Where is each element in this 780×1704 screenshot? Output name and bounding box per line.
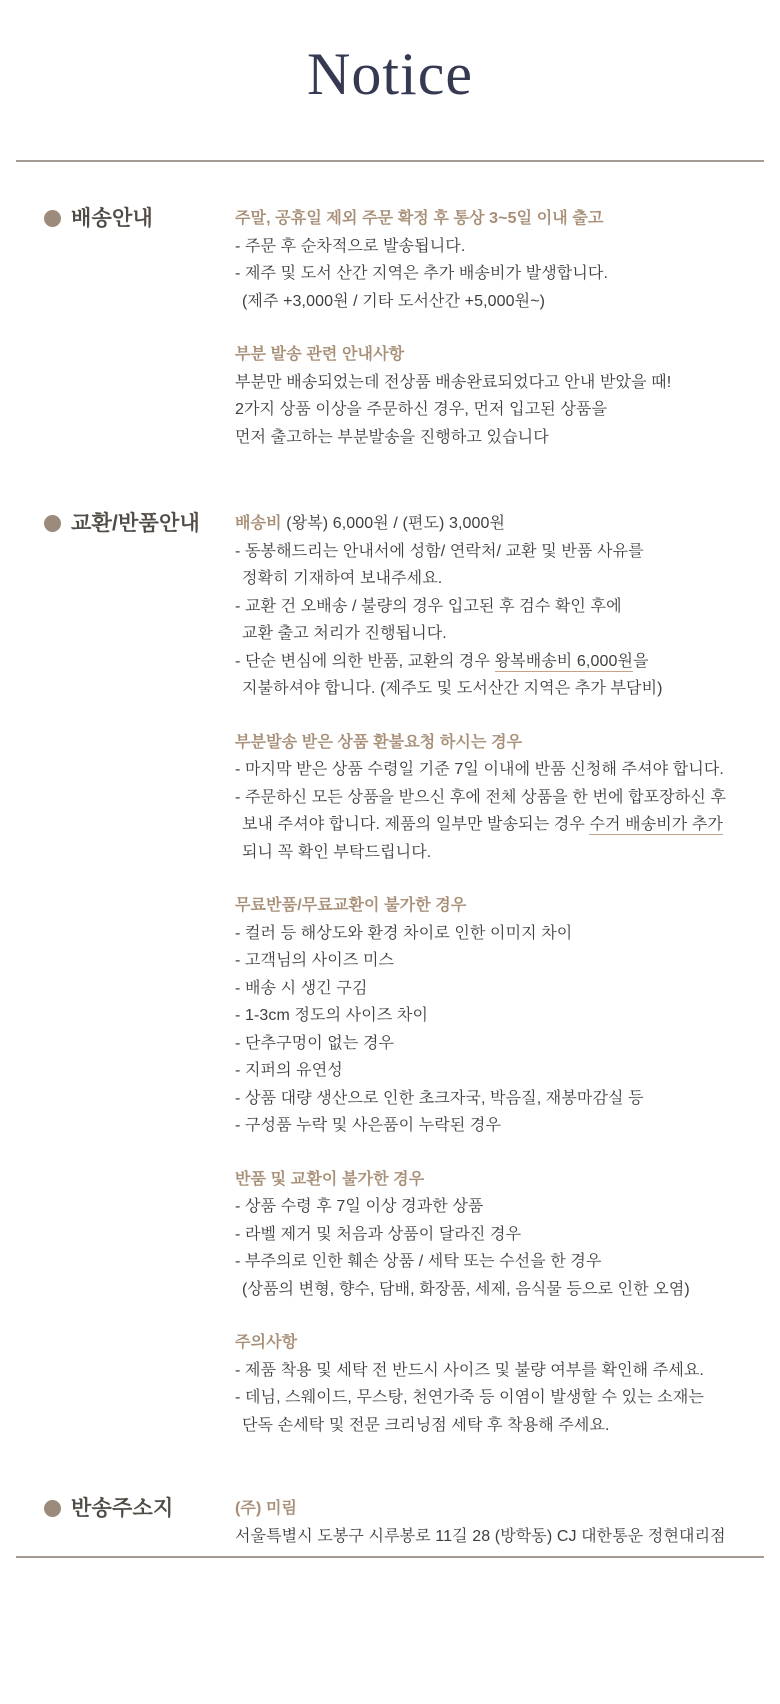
subheading-line [235,341,764,369]
text-line [235,756,764,784]
subheading-line [235,205,764,233]
section-bullet-icon [44,210,61,227]
text-segment: - 데님, 스웨이드, 무스탕, 천연가죽 등 이염이 발생할 수 있는 소재는 [235,1389,704,1406]
text-segment: 정확히 기재하여 보내주세요. [242,570,443,587]
section-shipping-info [16,205,764,451]
text-segment: - 상품 대량 생산으로 인한 초크자국, 박음질, 재봉마감실 등 [235,1089,644,1107]
text-segment: 부분발송 받은 상품 환불요청 하시는 경우 [235,733,523,751]
text-segment: 단독 손세탁 및 전문 크리닝점 세탁 후 착용해 주세요. [242,1416,610,1434]
text-line [235,396,764,424]
text-segment: - 컬러 등 해상도와 환경 차이로 인한 이미지 차이 [235,924,573,942]
section-exchange-return-info [16,510,764,1439]
text-segment: 왕복배송비 6,000원 [494,652,633,670]
text-segment: - 동봉해드리는 안내서에 성함/ 연락처/ 교환 및 반품 사유를 [235,542,644,560]
text-line [235,1112,764,1140]
text-segment: - 제주 및 도서 산간 지역은 추가 배송비가 발생합니다. [235,265,609,282]
text-segment: 지불하셔야 합니다. (제주도 및 도서산간 지역은 추가 부담비) [242,680,663,697]
text-segment: - 단추구멍이 없는 경우 [235,1034,395,1052]
text-segment: 되니 꼭 확인 부탁드립니다. [242,843,432,861]
text-segment: 주의사항 [235,1334,298,1351]
text-segment: 먼저 출고하는 부분발송을 진행하고 있습니다 [235,428,549,446]
text-segment: - 마지막 받은 상품 수령일 기준 7일 이내에 반품 신청해 주셔야 합니다. [235,761,724,778]
text-line [235,811,764,839]
text-segment: - 배송 시 생긴 구김 [235,979,368,997]
subheading-line [235,1495,764,1523]
notice-page [0,38,780,1558]
text-line [235,260,764,288]
section-header-shipping-info [16,205,235,233]
text-line [235,369,764,397]
section-content [235,205,764,451]
section-header-exchange-return-info [16,510,235,538]
section-heading: 교환/반품안내 [71,512,200,535]
text-segment: 을 [633,652,649,670]
subheading-line [235,1329,764,1357]
section-heading: 배송안내 [71,207,153,230]
text-segment: 부분 발송 관련 안내사항 [235,346,405,363]
text-segment: - 라벨 제거 및 처음과 상품이 달라진 경우 [235,1225,522,1243]
sections-container [16,205,764,1550]
text-segment: 보내 주셔야 합니다. 제품의 일부만 발송되는 경우 [242,816,590,833]
text-segment: - 부주의로 인한 훼손 상품 / 세탁 또는 수선을 한 경우 [235,1253,602,1270]
top-divider [16,160,764,162]
text-line [235,593,764,621]
text-line [235,1248,764,1276]
text-segment: 부분만 배송되었는데 전상품 배송완료되었다고 안내 받았을 때! [235,373,672,391]
text-segment: (제주 +3,000원 / 기타 도서산간 +5,000원~) [242,292,546,310]
subheading-line [235,892,764,920]
text-segment: - 1-3cm 정도의 사이즈 차이 [235,1007,429,1024]
text-line [235,1057,764,1085]
text-line [235,1221,764,1249]
text-line [235,620,764,648]
text-segment: (상품의 변형, 향수, 담배, 화장품, 세제, 음식물 등으로 인한 오염) [242,1280,690,1298]
text-segment: - 주문 후 순차적으로 발송됩니다. [235,237,466,255]
text-segment: 무료반품/무료교환이 불가한 경우 [235,897,467,914]
text-segment: 반품 및 교환이 불가한 경우 [235,1170,425,1188]
text-line [235,975,764,1003]
text-segment: 서울특별시 도봉구 시루봉로 11길 28 (방학동) CJ 대한통운 정현대리점 [235,1527,726,1545]
text-segment: (왕복) 6,000원 / (편도) 3,000원 [281,515,506,532]
text-segment: 2가지 상품 이상을 주문하신 경우, 먼저 입고된 상품을 [235,401,608,418]
text-line [235,424,764,452]
text-line [235,538,764,566]
text-line [235,1085,764,1113]
text-line [235,1002,764,1030]
text-line [235,784,764,812]
text-line [235,1357,764,1385]
section-bullet-icon [44,1500,61,1517]
text-segment: (주) 미림 [235,1500,298,1517]
text-segment: - 상품 수령 후 7일 이상 경과한 상품 [235,1198,484,1215]
section-content [235,510,764,1439]
subheading-line [235,1166,764,1194]
text-segment: - 주문하신 모든 상품을 받으신 후에 전체 상품을 한 번에 합포장하신 후 [235,788,726,806]
text-line [235,675,764,703]
section-return-address [16,1495,764,1550]
text-segment: 주말, 공휴일 제외 주문 확정 후 통상 3~5일 이내 출고 [235,210,604,227]
section-heading: 반송주소지 [71,1497,174,1520]
text-line [235,565,764,593]
text-line [235,1030,764,1058]
text-line [235,233,764,261]
text-line [235,1276,764,1304]
text-line [235,288,764,316]
text-segment: - 단순 변심에 의한 반품, 교환의 경우 [235,652,495,670]
text-segment: 배송비 [235,515,282,532]
text-line [235,947,764,975]
text-line [235,1412,764,1440]
text-line [235,1384,764,1412]
text-segment: - 교환 건 오배송 / 불량의 경우 입고된 후 검수 확인 후에 [235,597,622,615]
text-line [235,1523,764,1551]
text-line [235,648,764,676]
page-title: Notice [307,41,473,107]
text-line [235,1193,764,1221]
text-line [235,839,764,867]
subheading-line [235,729,764,757]
text-segment: 교환 출고 처리가 진행됩니다. [242,625,447,642]
bottom-divider [16,1556,764,1558]
subheading-line [235,510,764,538]
section-content [235,1495,764,1550]
text-line [235,920,764,948]
text-segment: - 제품 착용 및 세탁 전 반드시 사이즈 및 불량 여부를 확인해 주세요. [235,1361,704,1379]
text-segment: - 구성품 누락 및 사은품이 누락된 경우 [235,1117,502,1134]
text-segment: - 고객님의 사이즈 미스 [235,952,395,969]
section-header-return-address [16,1495,235,1523]
text-segment: - 지퍼의 유연성 [235,1062,343,1079]
text-segment: 수거 배송비가 추가 [589,816,724,833]
section-bullet-icon [44,515,61,532]
